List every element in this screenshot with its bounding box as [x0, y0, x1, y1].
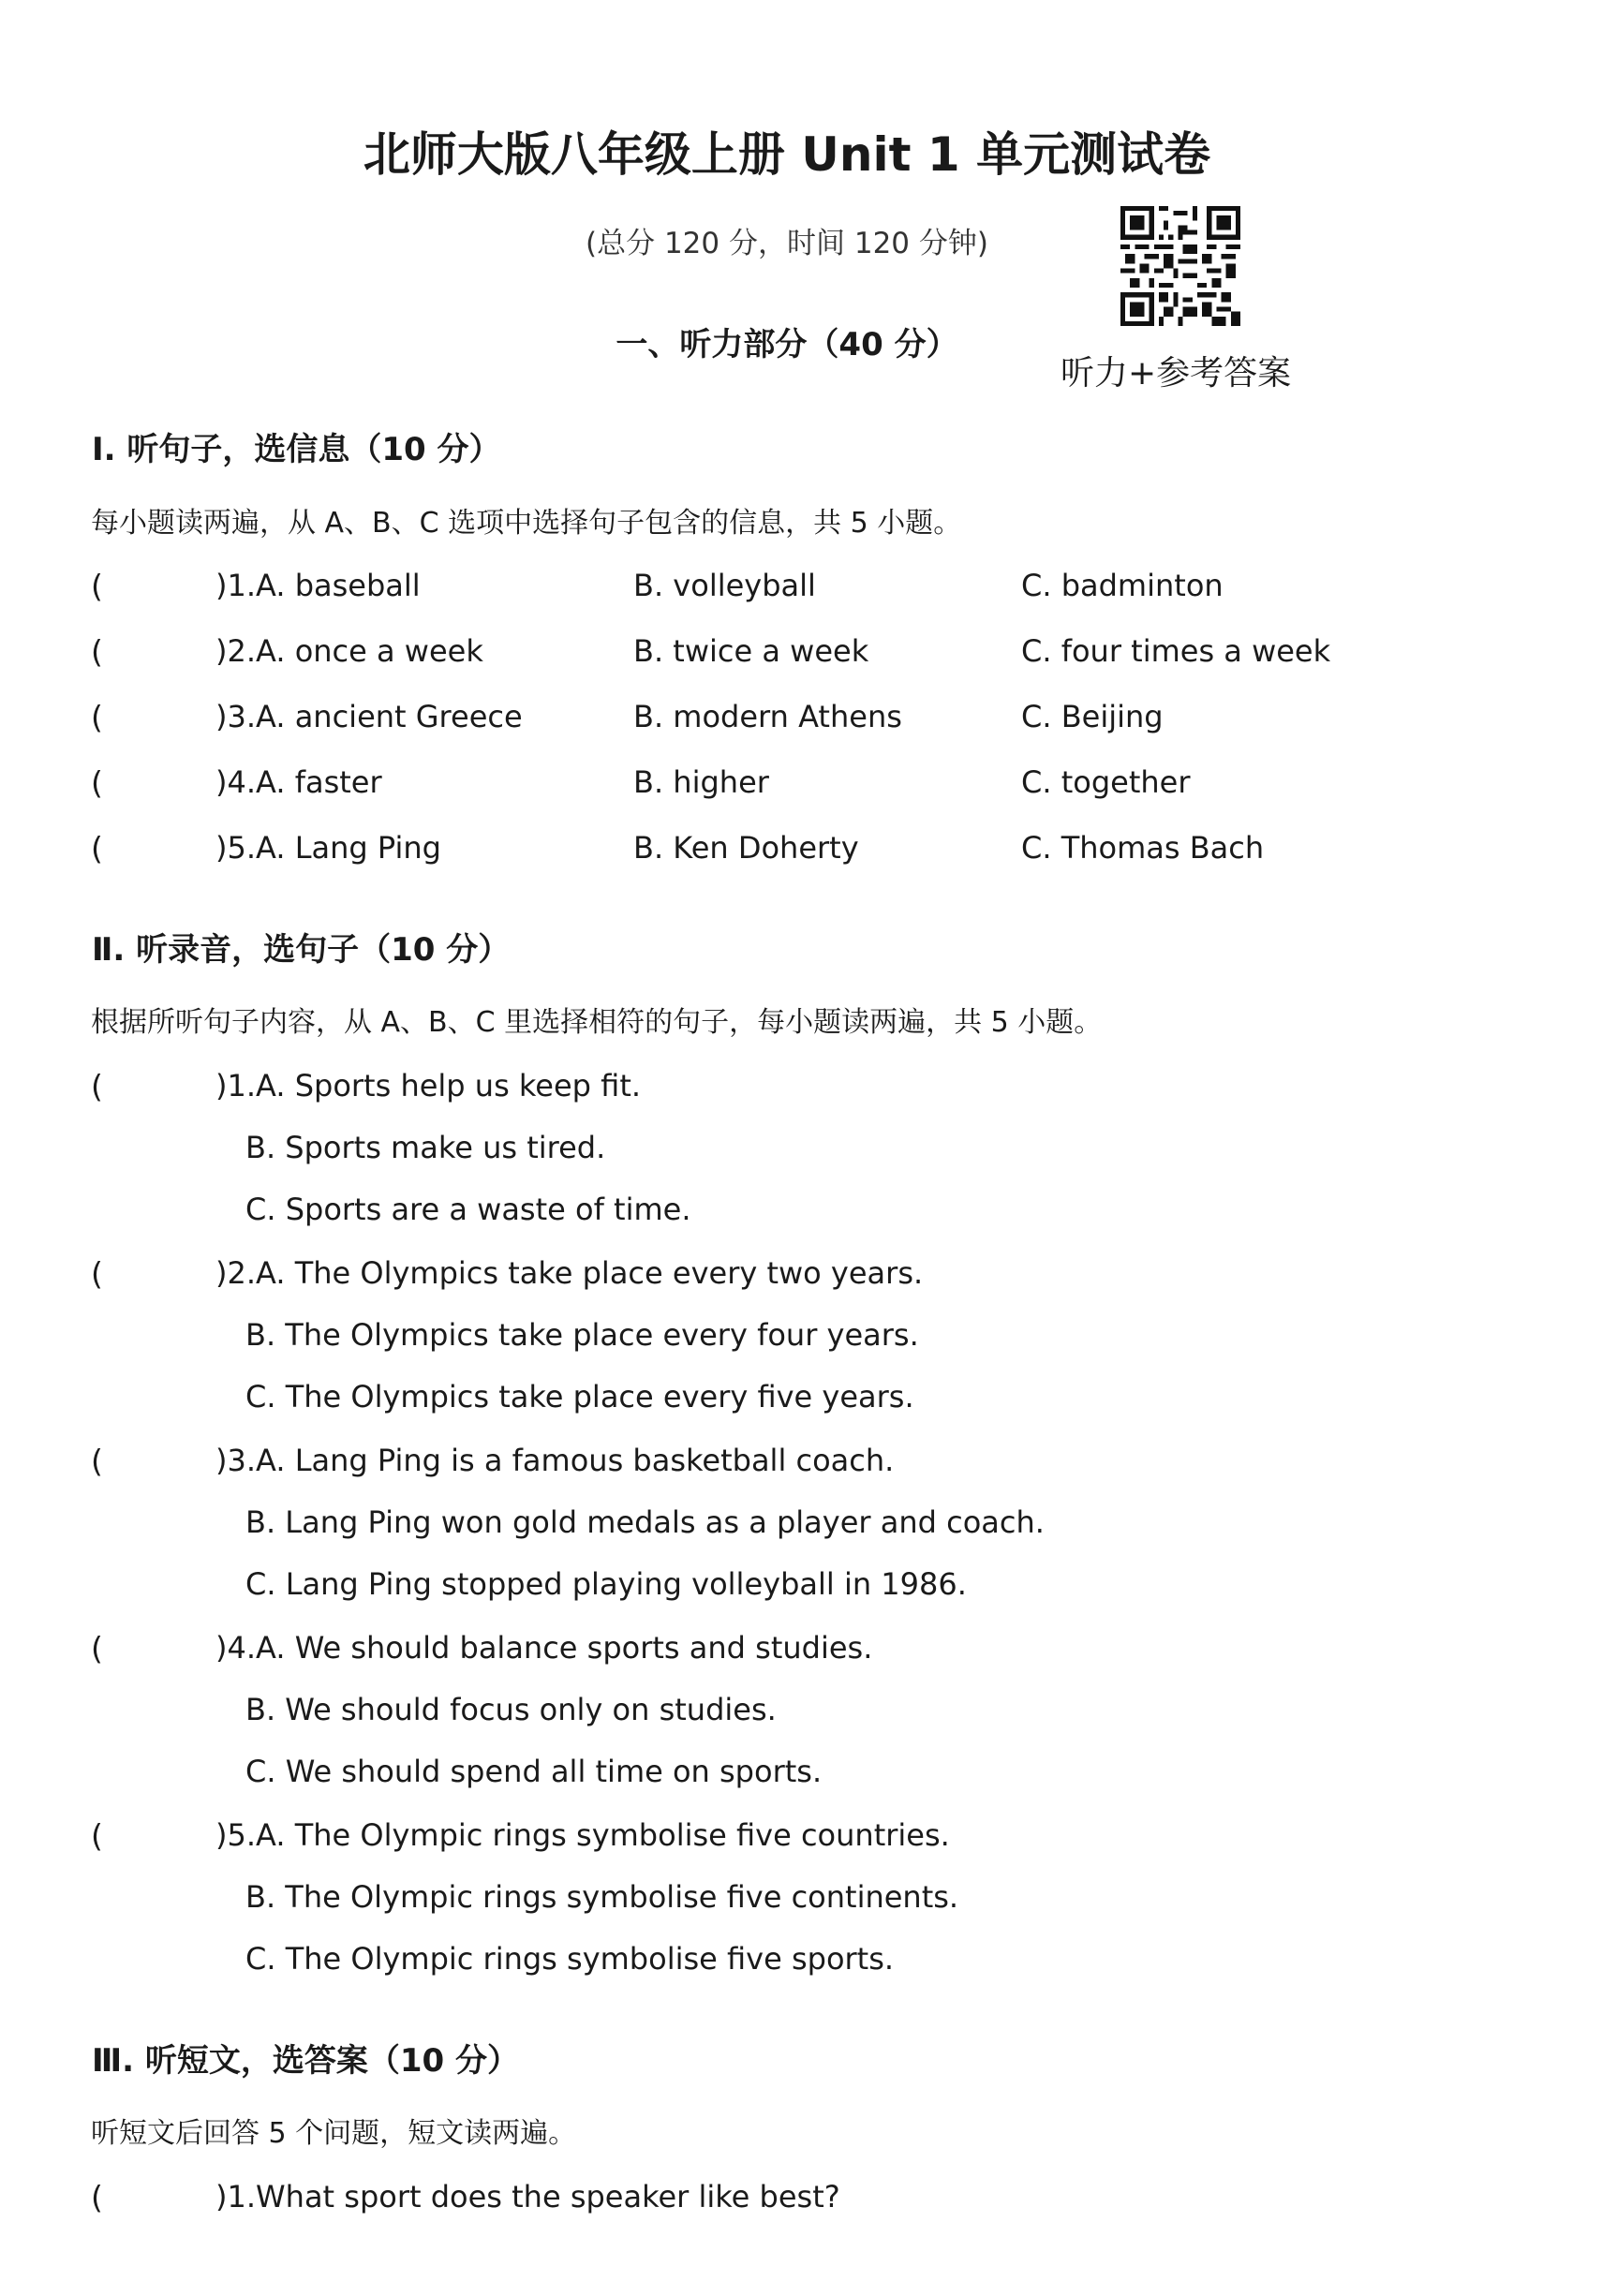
question-text: )1.What sport does the speaker like best? — [215, 2179, 840, 2215]
part-heading: 一、听力部分（40 分） — [616, 326, 958, 363]
section-1-heading: Ⅰ. 听句子，选信息（10 分） — [92, 431, 501, 468]
question-option-a: )2.A. The Olympics take place every two years. — [215, 1255, 924, 1291]
answer-paren: ( — [91, 764, 103, 801]
question-option-a: )3.A. Lang Ping is a famous basketball coach. — [215, 1443, 895, 1478]
question-option-b: B. volleyball — [633, 568, 816, 603]
question-option-c: C. Lang Ping stopped playing volleyball in 1986. — [245, 1566, 967, 1602]
question-option-c: C. Sports are a waste of time. — [245, 1192, 691, 1227]
section-3-instruction: 听短文后回答 5 个问题，短文读两遍。 — [91, 2117, 577, 2150]
question-option-a: )1.A. Sports help us keep fit. — [215, 1068, 642, 1104]
page-title: 北师大版八年级上册 Unit 1 单元测试卷 — [363, 127, 1211, 182]
question-option-c: C. Thomas Bach — [1021, 830, 1265, 866]
section-2-instruction: 根据所听句子内容，从 A、B、C 里选择相符的句子，每小题读两遍，共 5 小题。 — [91, 1006, 1103, 1039]
question-option-a: )4.A. We should balance sports and studies. — [215, 1630, 873, 1666]
question-option-b: B. The Olympics take place every four years. — [245, 1317, 919, 1353]
question-option-a: )5.A. Lang Ping — [215, 830, 441, 866]
section-2-heading: Ⅱ. 听录音，选句子（10 分） — [92, 931, 511, 969]
question-option-b: B. Ken Doherty — [633, 830, 859, 866]
answer-paren: ( — [91, 1443, 103, 1479]
section-3-heading: Ⅲ. 听短文，选答案（10 分） — [92, 2042, 520, 2080]
question-option-b: B. modern Athens — [633, 699, 902, 734]
question-option-b: B. Sports make us tired. — [245, 1130, 606, 1165]
question-option-a: )2.A. once a week — [215, 633, 483, 669]
answer-paren: ( — [91, 1817, 103, 1854]
answer-paren: ( — [91, 2179, 103, 2215]
answer-paren: ( — [91, 1068, 103, 1104]
question-option-b: B. The Olympic rings symbolise five continents. — [245, 1879, 959, 1915]
question-option-c: C. We should spend all time on sports. — [245, 1754, 823, 1789]
answer-paren: ( — [91, 699, 103, 735]
answer-paren: ( — [91, 1255, 103, 1292]
answer-paren: ( — [91, 1630, 103, 1666]
question-option-b: B. higher — [633, 764, 769, 800]
answer-paren: ( — [91, 633, 103, 670]
qr-label: 听力+参考答案 — [1061, 354, 1292, 393]
question-option-c: C. Beijing — [1021, 699, 1164, 734]
question-option-b: B. Lang Ping won gold medals as a player and coach. — [245, 1504, 1045, 1540]
question-option-c: C. The Olympics take place every five years. — [245, 1379, 914, 1415]
section-1-instruction: 每小题读两遍，从 A、B、C 选项中选择句子包含的信息，共 5 小题。 — [91, 507, 962, 540]
question-option-b: B. twice a week — [633, 633, 869, 669]
question-option-a: )5.A. The Olympic rings symbolise five countries. — [215, 1817, 950, 1853]
qr-code-icon — [1120, 206, 1240, 326]
question-option-c: C. together — [1021, 764, 1191, 800]
question-option-c: C. The Olympic rings symbolise five sports. — [245, 1941, 895, 1977]
question-option-a: )1.A. baseball — [215, 568, 421, 603]
answer-paren: ( — [91, 568, 103, 604]
question-option-c: C. four times a week — [1021, 633, 1331, 669]
answer-paren: ( — [91, 830, 103, 867]
score-time-note: (总分 120 分，时间 120 分钟) — [586, 227, 988, 260]
question-option-a: )4.A. faster — [215, 764, 382, 800]
question-option-a: )3.A. ancient Greece — [215, 699, 523, 734]
question-option-b: B. We should focus only on studies. — [245, 1692, 777, 1727]
question-option-c: C. badminton — [1021, 568, 1224, 603]
